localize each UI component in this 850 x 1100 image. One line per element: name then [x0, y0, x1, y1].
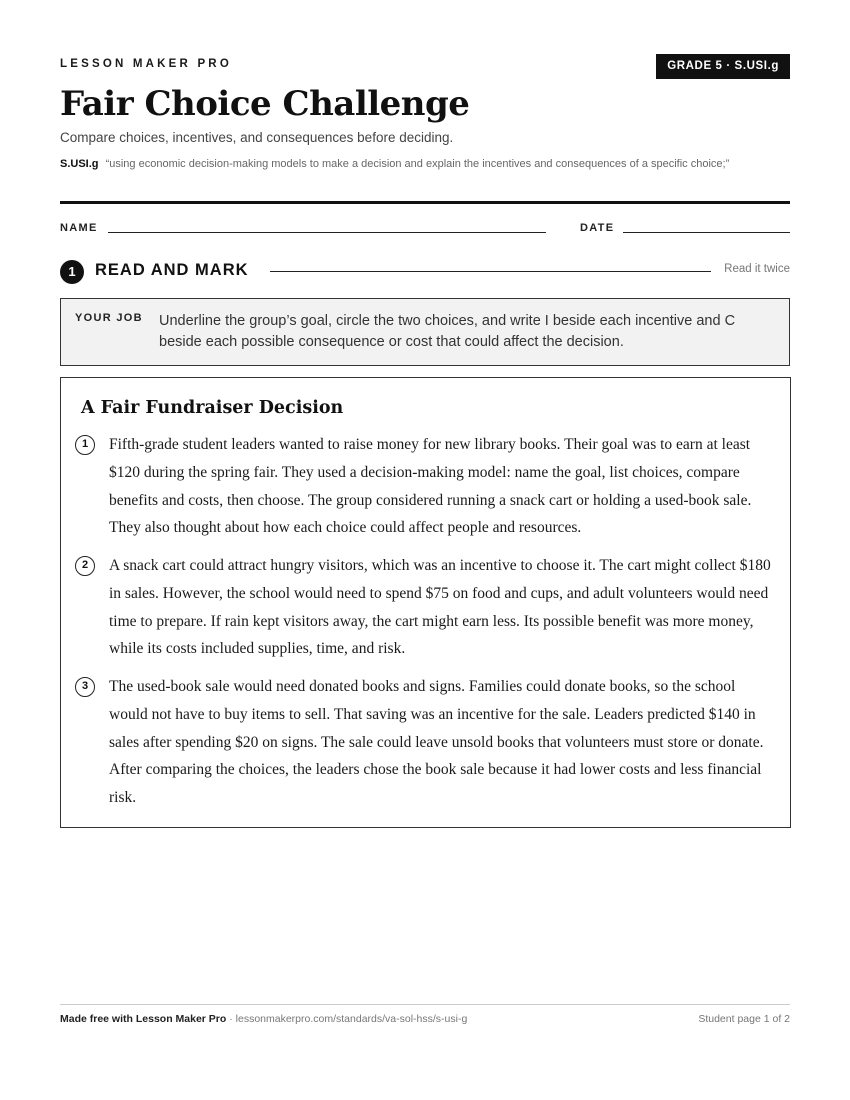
footer-page-number: Student page 1 of 2 [698, 1013, 790, 1025]
name-field[interactable] [108, 232, 546, 233]
section-number-badge: 1 [60, 260, 84, 284]
paragraph-number-badge: 2 [75, 556, 95, 576]
footer-url: · lessonmakerpro.com/standards/va-sol-hss/s-usi-g [226, 1013, 468, 1025]
grade-badge: GRADE 5 · S.USI.g [656, 54, 790, 79]
standard-code: S.USI.g [60, 158, 99, 170]
header-divider [60, 201, 790, 204]
passage-title: A Fair Fundraiser Decision [81, 398, 344, 418]
date-field[interactable] [623, 232, 790, 233]
instructions-label: YOUR JOB [75, 312, 143, 324]
instructions-box [60, 298, 790, 366]
footer-credit [60, 1013, 467, 1025]
paragraph-text: A snack cart could attract hungry visitors, which was an incentive to choose it. The cart might collect $180 in sales. However, the school would need to spend $75 on food and cups, and adult volunteers would need time to prepare. If rain kept visitors away, the cart might earn less. Its possible benefit was more money, while its costs included supplies, time, and risk. [109, 557, 771, 658]
name-label: NAME [60, 222, 98, 234]
paragraph-number-badge: 3 [75, 677, 95, 697]
paragraph-text: Fifth-grade student leaders wanted to raise money for new library books. Their goal was to earn at least $120 during the spring fair. They used a decision-making model: name the goal, list choices, compare benefits and costs, then choose. The group considered running a snack cart or holding a used-book sale. They also thought about how each choice could affect people and resources. [109, 436, 752, 537]
standard-text: “using economic decision-making models to make a decision and explain the incentives and consequences of a specific choice;” [105, 158, 730, 170]
worksheet-subtitle: Compare choices, incentives, and consequences before deciding. [60, 130, 454, 145]
paragraph-number-badge: 1 [75, 435, 95, 455]
footer-made-by: Made free with Lesson Maker Pro [60, 1013, 227, 1025]
footer-divider [60, 1004, 790, 1005]
brand-name: LESSON MAKER PRO [60, 58, 232, 70]
section-title: READ AND MARK [95, 261, 249, 279]
section-rule [270, 271, 711, 272]
instructions-text: Underline the group’s goal, circle the two choices, and write I beside each incentive and C beside each possible consequence or cost that could affect the decision. [159, 313, 736, 350]
date-label: DATE [580, 222, 615, 234]
paragraph-text: The used-book sale would need donated books and signs. Families could donate books, so the school would not have to buy items to sell. That saving was an incentive for the sale. Leaders predicted $140 in sales after spending $20 on signs. The sale could leave unsold books that volunteers must store or donate. After comparing the choices, the leaders chose the book sale because it had lower costs and less financial risk. [109, 678, 764, 807]
standard-citation [60, 156, 780, 173]
worksheet-title: Fair Choice Challenge [60, 84, 470, 124]
section-note: Read it twice [724, 263, 790, 275]
reading-passage [60, 377, 791, 828]
